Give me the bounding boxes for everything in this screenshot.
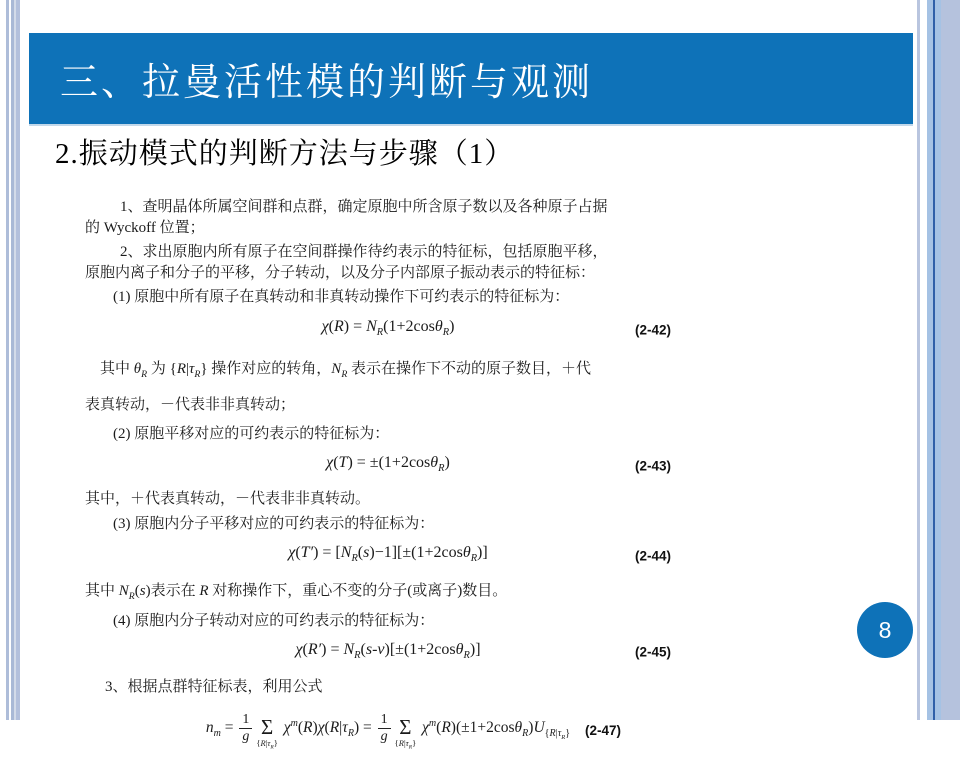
left-border-stripe-4 (16, 0, 20, 720)
equation-2-47-formula: $n_m$ = $\frac{1}{g}$ Σ $\{R|\tau_R\}$ $\chi^m(R)\chi(R|\tau_R)$ = $\frac{1}{g}$ Σ $\{R|\tau_R\}$ $\chi^m(R)(\pm 1+2\cos\theta_R)U_{\{R|\tau_R\}}$ (205, 712, 571, 751)
step2-line1: 2、求出原胞内所有原子在空间群操作待约表示的特征标，包括原胞平移， (120, 244, 608, 260)
equation-2-42 (85, 313, 691, 346)
equation-2-45-formula: $\chi(R') = N_R(s-v)[\pm(1+2\cos\theta_R)]$ (295, 640, 481, 661)
left-border-stripe-1 (6, 0, 9, 720)
equation-2-43-number: (2-43) (634, 458, 671, 474)
page-number: 8 (878, 616, 892, 643)
equation-2-44-number: (2-44) (634, 548, 671, 564)
note-1-line1: 其中 $\theta_R$ 为 $\{R|\tau_R\}$ 操作对应的转角，$N_R$ 表示在操作下不动的原子数目，＋代 (100, 361, 592, 381)
equation-2-47 (85, 701, 691, 761)
slide-title-bar (29, 33, 913, 124)
equation-2-45 (85, 636, 691, 669)
page-number-badge (857, 602, 913, 658)
note-1-line2: 表真转动，－代表非非真转动； (85, 397, 296, 414)
equation-2-42-formula: $\chi(R) = N_R(1+2\cos\theta_R)$ (321, 318, 455, 339)
item-3-label: (3) 原胞内分子平移对应的可约表示的特征标为： (113, 516, 435, 533)
equation-2-45-number: (2-45) (634, 644, 671, 660)
equation-2-43-formula: χ(T) = ±(1+2cosθ$_R$) (326, 454, 450, 475)
item-4-label: (4) 原胞内分子转动对应的可约表示的特征标为： (113, 612, 435, 629)
item-2-label: (2) 原胞平移对应的可约表示的特征标为： (113, 426, 390, 443)
right-border-stripe-1 (917, 0, 920, 720)
step1-line2: 的 Wyckoff 位置； (85, 220, 205, 236)
equation-2-42-number: (2-42) (634, 322, 671, 338)
equation-2-47-number: (2-47) (584, 722, 621, 738)
slide-title: 三、拉曼活性模的判断与观测 (60, 60, 594, 104)
right-border-band (941, 0, 960, 720)
equation-2-43 (85, 449, 691, 482)
equation-2-44 (85, 539, 691, 572)
slide-body (85, 197, 691, 761)
step3-label: 3、根据点群特征标表，利用公式 (105, 678, 323, 695)
note-3: 其中 $N_R(s)$表示在 R 对称操作下，重心不变的分子(或离子)数目。 (85, 582, 508, 602)
step2-line2: 原胞内离子和分子的平移，分子转动，以及分子内部原子振动表示的特征标： (85, 265, 596, 281)
item-1-label: (1) 原胞中所有原子在真转动和非真转动操作下可约表示的特征标为： (113, 289, 570, 305)
slide-subtitle: 2.振动模式的判断方法与步骤（1） (55, 138, 515, 170)
note-2: 其中，＋代表真转动，－代表非非真转动。 (85, 491, 371, 508)
step1-line1: 1、查明晶体所属空间群和点群，确定原胞中所含原子数以及各种原子占据 (120, 199, 608, 215)
equation-2-44-formula: $\chi(T') = [N_R(s)-1][\pm(1+2\cos\theta_R)]$ (288, 544, 488, 565)
